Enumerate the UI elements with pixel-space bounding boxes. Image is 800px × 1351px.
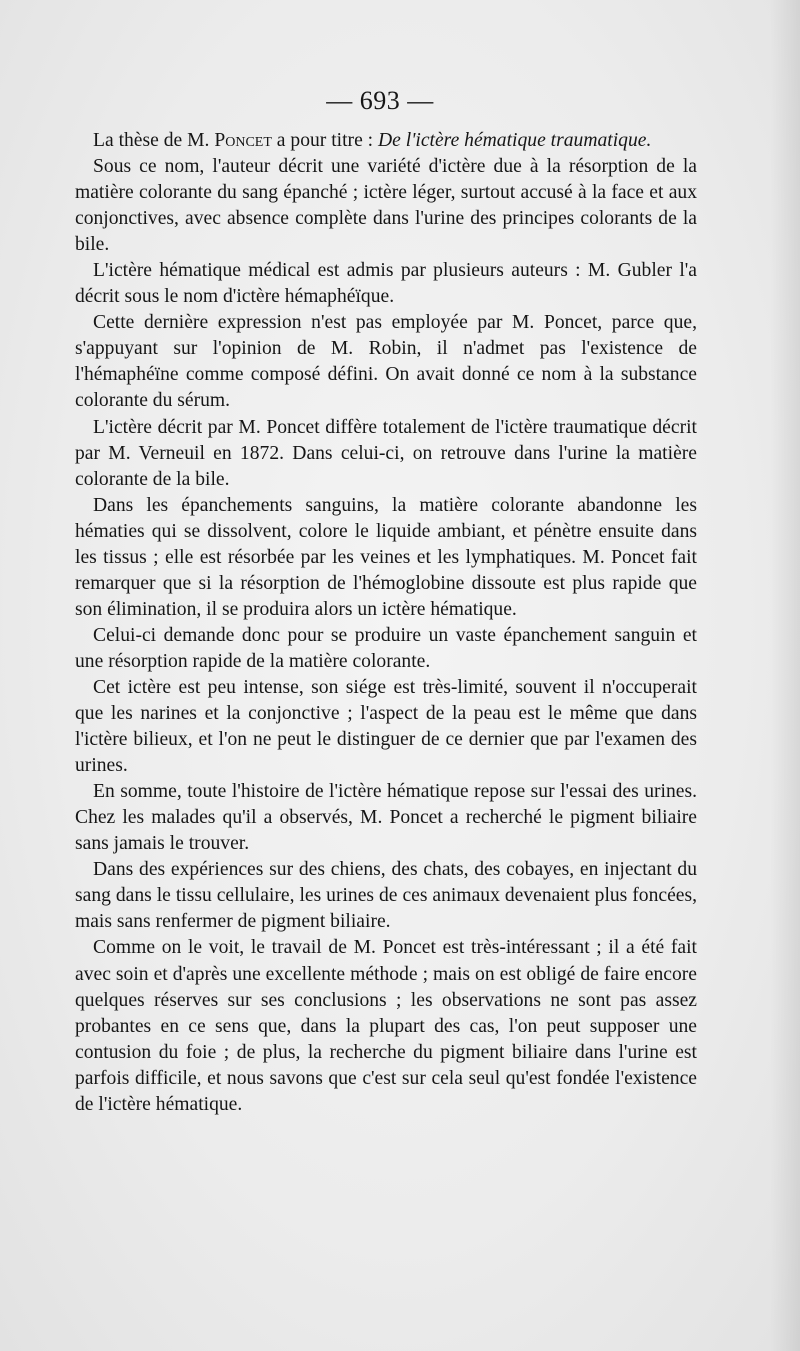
- page-number: — 693 —: [326, 86, 434, 115]
- paragraph-11: Comme on le voit, le travail de M. Poncet est très-intéressant ; il a été fait avec soin et d'après une excellente méthode ; mais on est obligé de faire encore quelques réserves sur ses conclusions ; les observations ne sont pas assez probantes en ce sens que, dans la plupart des cas, l'on peut supposer une contusion du foie ; de plus, la recherche du pigment biliaire dans l'urine est parfois difficile, et nous savons que c'est sur cela seul qu'est fondée l'existence de l'ictère hématique.: [75, 937, 697, 1115]
- body-text: [75, 128, 697, 1118]
- paragraph-2: Sous ce nom, l'auteur décrit une variété d'ictère due à la résorption de la matière colorante du sang épanché ; ictère léger, surtout accusé à la face et aux conjonctives, avec absence complète dans l'urine des principes colorants de la bile.: [75, 156, 697, 256]
- paragraph-1-mid: a pour titre :: [271, 130, 379, 151]
- paragraph-9: En somme, toute l'histoire de l'ictère hématique repose sur l'essai des urines. Chez les malades qu'il a observés, M. Poncet a recherché le pigment biliaire sans jamais le trouver.: [75, 781, 697, 855]
- paragraph-1-intro: La thèse de M.: [93, 130, 215, 151]
- thesis-title: De l'ictère hématique traumatique.: [378, 130, 652, 151]
- page-edge-shadow: [770, 0, 800, 1351]
- paragraph-5: L'ictère décrit par M. Poncet diffère totalement de l'ictère traumatique décrit par M. Verneuil en 1872. Dans celui-ci, on retrouve dans l'urine la matière colorante de la bile.: [75, 416, 697, 490]
- paragraph-8: Cet ictère est peu intense, son siége est très-limité, souvent il n'occuperait que les narines et la conjonctive ; l'aspect de la peau est le même que dans l'ictère bilieux, et l'on ne peut le distinguer de ce dernier que par l'examen des urines.: [75, 676, 697, 777]
- paragraph-10: Dans des expériences sur des chiens, des chats, des cobayes, en injectant du sang dans le tissu cellulaire, les urines de ces animaux devenaient plus foncées, mais sans renfermer de pigment biliaire.: [75, 859, 697, 933]
- paragraph-7: Celui-ci demande donc pour se produire un vaste épanchement sanguin et une résorption rapide de la matière colorante.: [75, 624, 697, 672]
- author-name: Poncet: [214, 130, 272, 151]
- paragraph-1: [75, 128, 697, 154]
- paragraph-6: Dans les épanchements sanguins, la matière colorante abandonne les hématies qui se dissolvent, colore le liquide ambiant, et pénètre ensuite dans les tissus ; elle est résorbée par les veines et les lymphatiques. M. Poncet fait remarquer que si la résorption de l'hémoglobine dissoute est plus rapide que son élimination, il se produira alors un ictère hématique.: [75, 494, 697, 620]
- paragraph-4: Cette dernière expression n'est pas employée par M. Poncet, parce que, s'appuyant sur l'opinion de M. Robin, il n'admet pas l'existence de l'hémaphéïne comme composé défini. On avait donné ce nom à la substance colorante du sérum.: [75, 312, 697, 412]
- paragraph-3: L'ictère hématique médical est admis par plusieurs auteurs : M. Gubler l'a décrit sous le nom d'ictère hémaphéïque.: [75, 260, 697, 308]
